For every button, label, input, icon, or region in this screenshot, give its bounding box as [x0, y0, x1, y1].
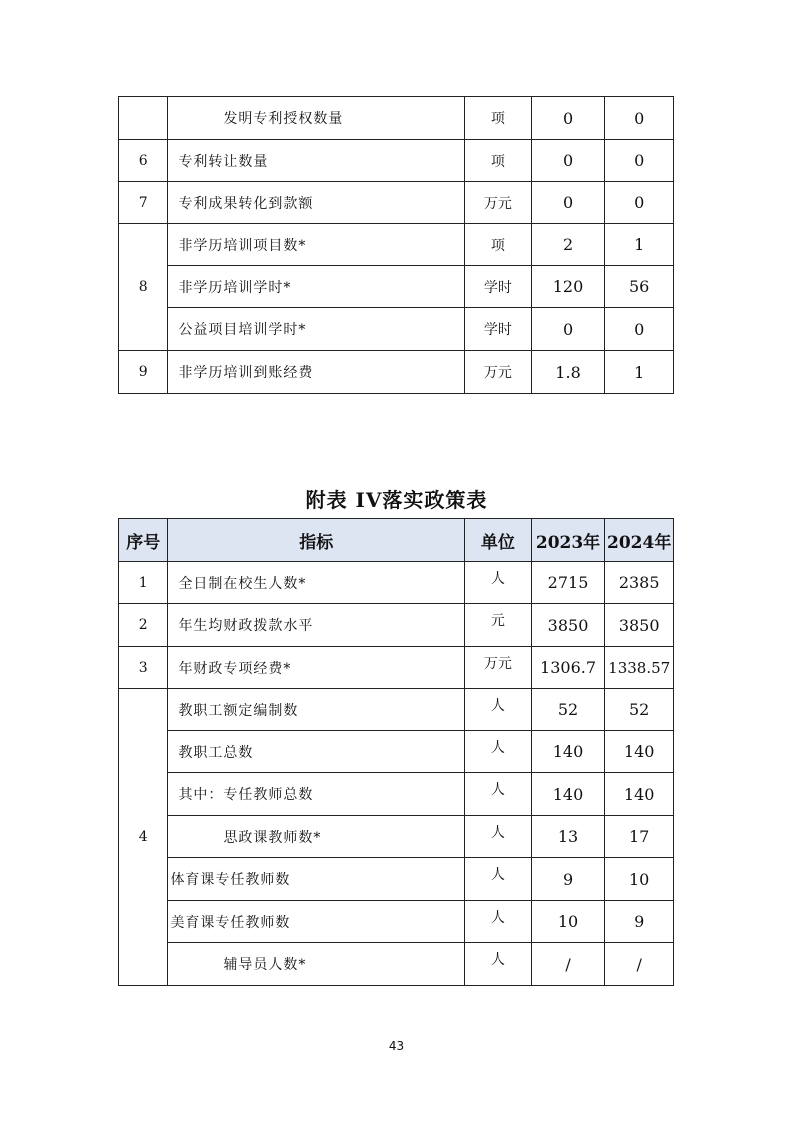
- table-row: [119, 604, 674, 647]
- value-2024-cell: 1: [605, 351, 674, 394]
- value-2024-cell: 1338.57: [605, 647, 674, 689]
- indicator-cell: 非学历培训到账经费: [168, 351, 465, 394]
- row-number: 7: [119, 182, 168, 224]
- indicator-cell: 体育课专任教师数: [168, 858, 465, 901]
- table-row: [119, 943, 674, 986]
- value-2023-cell: 1.8: [531, 351, 605, 394]
- unit-cell: 学时: [465, 308, 532, 351]
- table-row: [119, 351, 674, 394]
- header-unit: 单位: [465, 519, 532, 562]
- indicator-cell: 专利成果转化到款额: [168, 182, 465, 224]
- value-2024-cell: 0: [605, 308, 674, 351]
- unit-cell: 人: [465, 816, 532, 858]
- header-indicator: 指标: [168, 519, 465, 562]
- value-2023-cell: 0: [531, 182, 605, 224]
- value-2024-cell: 140: [605, 773, 674, 816]
- indicator-cell: 教职工额定编制数: [168, 689, 465, 731]
- indicator-cell: 辅导员人数*: [168, 943, 465, 986]
- value-2024-cell: 9: [605, 901, 674, 943]
- table-row: [119, 647, 674, 689]
- value-2024-cell: 3850: [605, 604, 674, 647]
- value-2023-cell: 0: [531, 97, 605, 140]
- unit-cell: 人: [465, 943, 532, 986]
- header-2023: 2023年: [531, 519, 605, 562]
- table-row: [119, 140, 674, 182]
- row-number: 2: [119, 604, 168, 647]
- indicator-cell: 专利转让数量: [168, 140, 465, 182]
- indicator-cell: 全日制在校生人数*: [168, 562, 465, 604]
- indicator-cell: 教职工总数: [168, 731, 465, 773]
- indicator-cell: 年生均财政拨款水平: [168, 604, 465, 647]
- value-2023-cell: 2715: [531, 562, 605, 604]
- value-2024-cell: 2385: [605, 562, 674, 604]
- indicator-cell: 非学历培训学时*: [168, 266, 465, 308]
- value-2024-cell: 0: [605, 97, 674, 140]
- unit-cell: 万元: [465, 351, 532, 394]
- table-row: [119, 773, 674, 816]
- value-2023-cell: /: [531, 943, 605, 986]
- unit-cell: 人: [465, 901, 532, 943]
- unit-cell: 人: [465, 689, 532, 731]
- value-2023-cell: 9: [531, 858, 605, 901]
- table-continued: [118, 96, 674, 394]
- value-2024-cell: /: [605, 943, 674, 986]
- table-row: [119, 266, 674, 308]
- unit-cell: 项: [465, 224, 532, 266]
- unit-cell: 项: [465, 140, 532, 182]
- table-row: [119, 901, 674, 943]
- page-number: 43: [388, 1039, 405, 1053]
- row-number: 6: [119, 140, 168, 182]
- value-2023-cell: 3850: [531, 604, 605, 647]
- row-number: 9: [119, 351, 168, 394]
- indicator-cell: 发明专利授权数量: [168, 97, 465, 140]
- table-row: [119, 731, 674, 773]
- value-2023-cell: 52: [531, 689, 605, 731]
- unit-cell: 万元: [465, 647, 532, 689]
- row-number: 3: [119, 647, 168, 689]
- value-2023-cell: 13: [531, 816, 605, 858]
- row-number: 8: [119, 224, 168, 351]
- row-number: [119, 97, 168, 140]
- value-2023-cell: 10: [531, 901, 605, 943]
- value-2024-cell: 52: [605, 689, 674, 731]
- unit-cell: 人: [465, 773, 532, 816]
- indicator-cell: 公益项目培训学时*: [168, 308, 465, 351]
- row-number: 1: [119, 562, 168, 604]
- indicator-cell: 其中：专任教师总数: [168, 773, 465, 816]
- table-row: [119, 689, 674, 731]
- value-2023-cell: 120: [531, 266, 605, 308]
- value-2023-cell: 0: [531, 140, 605, 182]
- unit-cell: 人: [465, 858, 532, 901]
- header-2024: 2024年: [605, 519, 674, 562]
- table-header-row: [119, 519, 674, 562]
- indicator-cell: 思政课教师数*: [168, 816, 465, 858]
- header-no: 序号: [119, 519, 168, 562]
- value-2024-cell: 0: [605, 182, 674, 224]
- unit-cell: 学时: [465, 266, 532, 308]
- unit-cell: 项: [465, 97, 532, 140]
- value-2024-cell: 56: [605, 266, 674, 308]
- value-2023-cell: 140: [531, 731, 605, 773]
- value-2023-cell: 1306.7: [531, 647, 605, 689]
- value-2023-cell: 0: [531, 308, 605, 351]
- unit-cell: 人: [465, 562, 532, 604]
- value-2024-cell: 10: [605, 858, 674, 901]
- value-2024-cell: 140: [605, 731, 674, 773]
- indicator-cell: 美育课专任教师数: [168, 901, 465, 943]
- table-row: [119, 816, 674, 858]
- value-2024-cell: 0: [605, 140, 674, 182]
- unit-cell: 万元: [465, 182, 532, 224]
- value-2023-cell: 2: [531, 224, 605, 266]
- table-row: [119, 562, 674, 604]
- policy-table: [118, 518, 674, 986]
- indicator-cell: 年财政专项经费*: [168, 647, 465, 689]
- table-row: [119, 858, 674, 901]
- unit-cell: 元: [465, 604, 532, 647]
- table-row: [119, 308, 674, 351]
- value-2024-cell: 1: [605, 224, 674, 266]
- table-caption: 附表 IV落实政策表: [305, 488, 488, 512]
- unit-cell: 人: [465, 731, 532, 773]
- value-2023-cell: 140: [531, 773, 605, 816]
- table-row: [119, 182, 674, 224]
- row-number: 4: [119, 689, 168, 986]
- table-row: [119, 97, 674, 140]
- table-row: [119, 224, 674, 266]
- indicator-cell: 非学历培训项目数*: [168, 224, 465, 266]
- value-2024-cell: 17: [605, 816, 674, 858]
